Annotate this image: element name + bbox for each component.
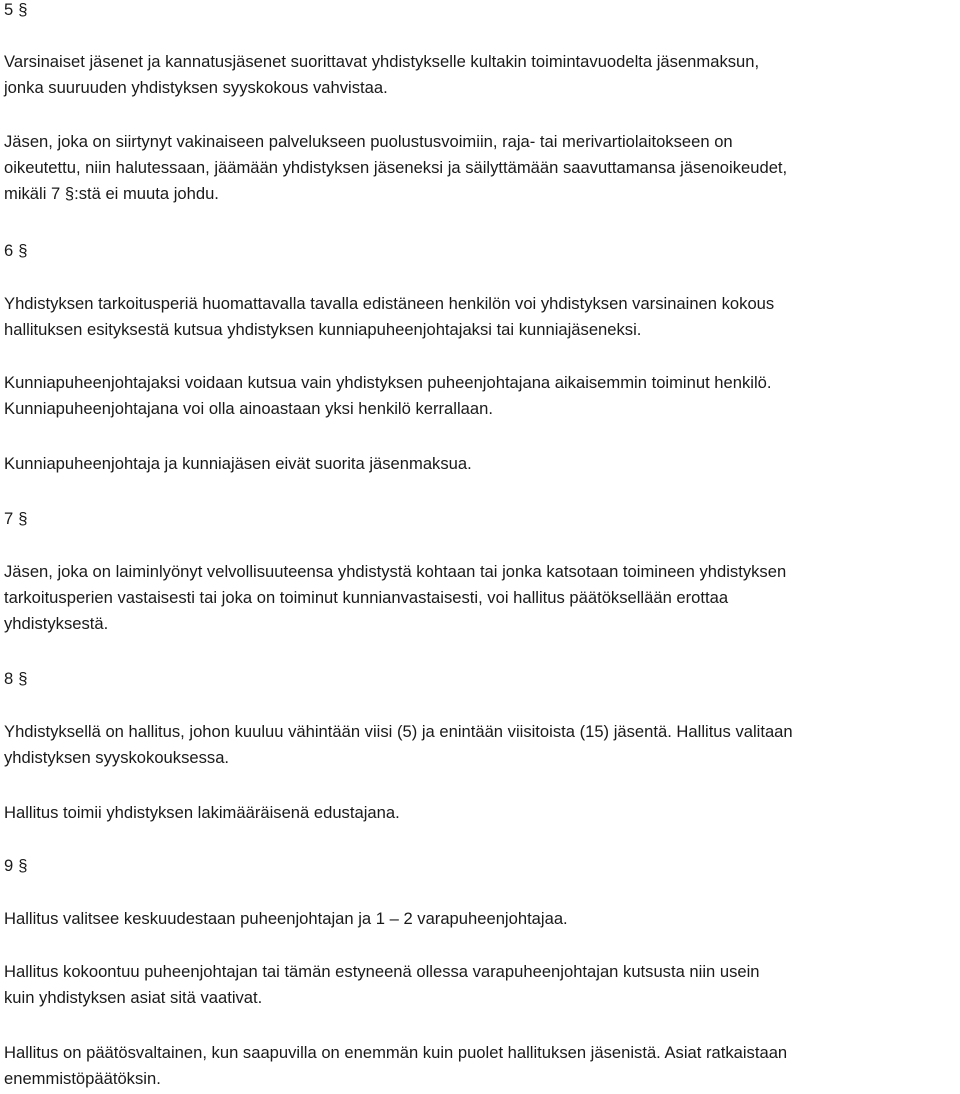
paragraph-line: Yhdistyksellä on hallitus, johon kuuluu vähintään viisi (5) ja enintään viisitoista (15) jäsentä. Hallitus valitaan (4, 722, 793, 741)
paragraph-line: Kunniapuheenjohtaja ja kunniajäsen eivät suorita jäsenmaksua. (4, 454, 472, 473)
paragraph-line: Kunniapuheenjohtajaksi voidaan kutsua vain yhdistyksen puheenjohtajana aikaisemmin toiminut henkilö. (4, 373, 772, 392)
paragraph-line: hallituksen esityksestä kutsua yhdistyksen kunniapuheenjohtajaksi tai kunniajäseneksi. (4, 320, 642, 339)
section-heading-9: 9 § (4, 856, 28, 875)
paragraph-line: enemmistöpäätöksin. (4, 1069, 161, 1088)
paragraph-5-2 (4, 129, 956, 207)
paragraph-line: Jäsen, joka on laiminlyönyt velvollisuuteensa yhdistystä kohtaan tai jonka katsotaan toimineen yhdistyksen (4, 562, 787, 581)
paragraph-line: Hallitus toimii yhdistyksen lakimääräisenä edustajana. (4, 803, 400, 822)
section-heading-5: 5 § (4, 0, 28, 19)
paragraph-line: Hallitus kokoontuu puheenjohtajan tai tämän estyneenä ollessa varapuheenjohtajan kutsusta niin usein (4, 962, 760, 981)
paragraph-line: Jäsen, joka on siirtynyt vakinaiseen palvelukseen puolustusvoimiin, raja- tai merivartiolaitokseen on (4, 132, 733, 151)
paragraph-line: kuin yhdistyksen asiat sitä vaativat. (4, 988, 263, 1007)
paragraph-line: yhdistyksen syyskokouksessa. (4, 748, 230, 767)
paragraph-line: oikeutettu, niin halutessaan, jäämään yhdistyksen jäseneksi ja säilyttämään saavuttamansa jäsenoikeudet, (4, 158, 788, 177)
paragraph-8-2 (4, 800, 956, 826)
section-heading-8: 8 § (4, 669, 28, 688)
paragraph-line: Yhdistyksen tarkoitusperiä huomattavalla tavalla edistäneen henkilön voi yhdistyksen varsinainen kokous (4, 294, 775, 313)
paragraph-9-3 (4, 1040, 956, 1092)
paragraph-line: Hallitus valitsee keskuudestaan puheenjohtajan ja 1 – 2 varapuheenjohtajaa. (4, 909, 568, 928)
paragraph-line: jonka suuruuden yhdistyksen syyskokous vahvistaa. (4, 78, 388, 97)
paragraph-line: yhdistyksestä. (4, 614, 109, 633)
section-heading-6: 6 § (4, 241, 28, 260)
paragraph-line: Kunniapuheenjohtajana voi olla ainoastaan yksi henkilö kerrallaan. (4, 399, 493, 418)
paragraph-9-1 (4, 906, 956, 932)
paragraph-6-3 (4, 451, 956, 477)
paragraph-6-2 (4, 370, 956, 422)
paragraph-8-1 (4, 719, 956, 771)
paragraph-line: Hallitus on päätösvaltainen, kun saapuvilla on enemmän kuin puolet hallituksen jäsenistä. Asiat ratkaistaan (4, 1043, 788, 1062)
paragraph-line: mikäli 7 §:stä ei muuta johdu. (4, 184, 219, 203)
paragraph-7-1 (4, 559, 956, 637)
paragraph-line: Varsinaiset jäsenet ja kannatusjäsenet suorittavat yhdistykselle kultakin toimintavuodelta jäsenmaksun, (4, 52, 760, 71)
paragraph-line: tarkoitusperien vastaisesti tai joka on toiminut kunnianvastaisesti, voi hallitus päätöksellään erottaa (4, 588, 729, 607)
paragraph-9-2 (4, 959, 956, 1011)
section-heading-7: 7 § (4, 509, 28, 528)
paragraph-6-1 (4, 291, 956, 343)
paragraph-5-1 (4, 49, 956, 101)
